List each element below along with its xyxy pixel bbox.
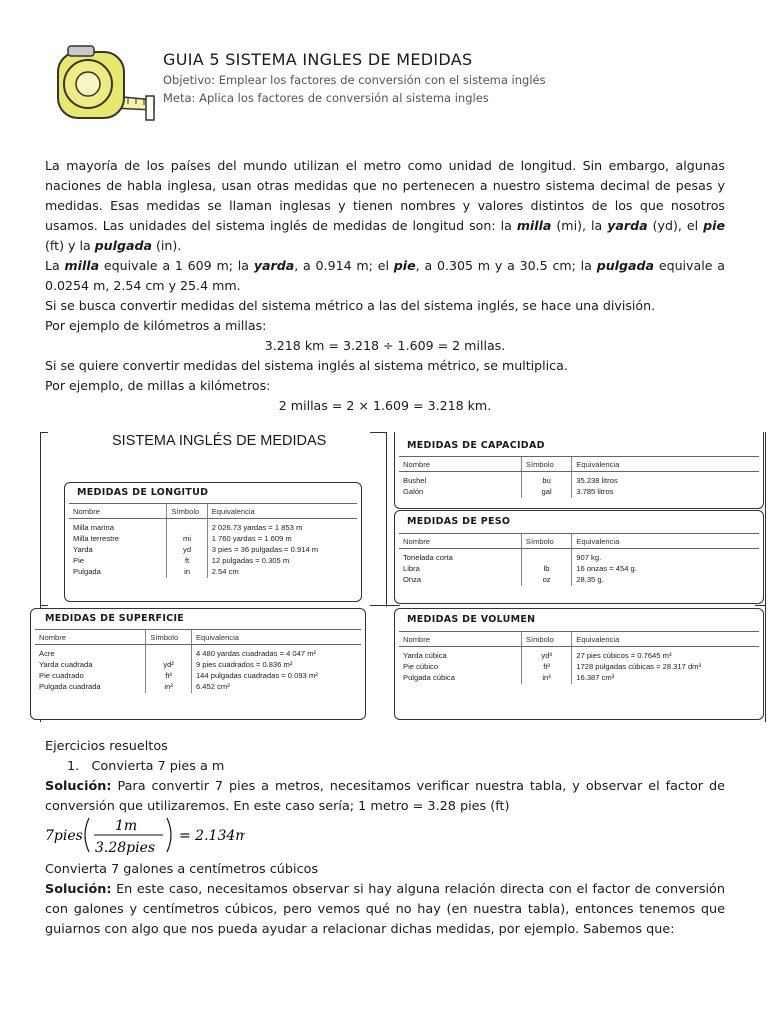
table-cell	[167, 519, 207, 535]
table-cell: yd	[167, 545, 207, 556]
column-header: Símbolo	[146, 630, 192, 645]
table-cell: Milla marina	[73, 523, 114, 532]
table-cell: Pulgada cuadrada	[39, 682, 101, 691]
table-cell: 3 pies = 36 pulgadas = 0.914 m	[207, 545, 357, 556]
multiply-note: Si se quiere convertir medidas del sistema inglés al sistema métrico, se multiplica.	[45, 358, 568, 373]
table-cell: Acre	[39, 649, 55, 658]
table-cell: Pulgada cúbica	[403, 673, 455, 682]
table-cell: 27 pies cúbicos = 0.7645 m³	[572, 647, 759, 663]
table-cell: 9 pies cuadrados = 0.836 m²	[191, 660, 361, 671]
table-cell: Bushel	[403, 476, 427, 485]
table-row	[35, 671, 361, 682]
table-cell	[521, 549, 571, 565]
table-peso: MEDIDAS DE PESO Nombre Símbolo Equivalencia Tonelada corta 907 kg. Libra lb 16 onzas = 454 g. Onza oz 28.35 g.	[394, 510, 764, 604]
table-row	[69, 519, 357, 535]
column-header: Nombre	[399, 534, 521, 549]
exercises-section	[45, 737, 725, 817]
column-header: Nombre	[69, 504, 167, 519]
table-cell: in	[167, 567, 207, 578]
table-cell: Galón	[403, 487, 424, 496]
table-cell: ft³	[521, 662, 571, 673]
table-row	[399, 575, 759, 586]
table-cell: 12 pulgadas = 0.305 m	[207, 556, 357, 567]
table-cell: bu	[521, 472, 571, 488]
table-cell: 6.452 cm²	[191, 682, 361, 693]
table-cell: 2.54 cm	[207, 567, 357, 578]
division-note: Si se busca convertir medidas del sistema métrico a las del sistema inglés, se hace una división.	[45, 298, 656, 313]
measures-table-figure	[40, 432, 768, 722]
column-header: Símbolo	[521, 632, 571, 647]
column-header: Nombre	[35, 630, 146, 645]
solution-2: Solución: En este caso, necesitamos observar si hay alguna relación directa con el factor de conversión con galones y centímetros cúbicos, pero vemos qué no hay (en nuestra tabla), entonces tenemos que guiarnos con algo que nos pueda ayudar a relacionar dichas medidas, por ejemplo. Sabemos que:	[45, 882, 725, 937]
table-cell: 1 760 yardas = 1 609 m	[207, 534, 357, 545]
table-main-title: SISTEMA INGLÉS DE MEDIDAS	[112, 433, 327, 449]
example-miles-km: Por ejemplo, de millas a kilómetros:	[45, 378, 271, 393]
column-header: Nombre	[399, 457, 521, 472]
svg-text:3.28pies: 3.28pies	[95, 840, 156, 856]
column-header: Símbolo	[167, 504, 207, 519]
table-row	[399, 487, 759, 498]
table-cell: 144 pulgadas cuadradas = 0.093 m²	[191, 671, 361, 682]
column-header: Equivalencia	[572, 457, 759, 472]
column-header: Equivalencia	[207, 504, 357, 519]
table-cell: yd³	[521, 647, 571, 663]
table-cell: Yarda cuadrada	[39, 660, 93, 669]
table-cell: lb	[521, 564, 571, 575]
table-row	[69, 545, 357, 556]
intro-paragraph: La mayoría de los países del mundo utilizan el metro como unidad de longitud. Sin embargo, algunas naciones de habla inglesa, usan otras medidas que no pertenecen a nuestro sistema decimal de pesas y medidas. Esas medidas se llaman inglesas y tienen nombres y valores distintos de los que nosotros usamos. Las unidades del sistema inglés de medidas de longitud son: la milla (mi), la yarda (yd), el pie (ft) y la pulgada (in).	[45, 158, 726, 253]
exercise-2-section	[45, 860, 725, 940]
table-cell: 35.238 litros	[572, 472, 759, 488]
table-row	[399, 549, 759, 565]
svg-text:7pies: 7pies	[45, 828, 83, 844]
table-cell: mi	[167, 534, 207, 545]
table-cell: yd²	[146, 660, 192, 671]
table-row	[399, 662, 759, 673]
table-cell: 4 480 yardas cuadradas = 4 047 m²	[191, 645, 361, 661]
svg-text:= 2.134m: = 2.134m	[179, 828, 245, 844]
table-row	[69, 556, 357, 567]
table-row	[399, 472, 759, 488]
equivalence-paragraph: La milla equivale a 1 609 m; la yarda, a 0.914 m; el pie, a 0.305 m y a 30.5 cm; la pulgada equivale a 0.0254 m, 2.54 cm y 25.4 mm.	[45, 258, 725, 293]
table-cell: Tonelada corta	[403, 553, 453, 562]
table-cell: Pulgada	[73, 567, 101, 576]
column-header: Equivalencia	[572, 632, 759, 647]
table-volumen: MEDIDAS DE VOLUMEN Nombre Símbolo Equivalencia Yarda cúbica yd³ 27 pies cúbicos = 0.7645 m³ Pie cúbico ft³ 1728 pulgadas cúbicas = 28.317 dm³ Pulgada cúbica in³ 16.387 cm³	[394, 608, 764, 720]
table-cell: in³	[521, 673, 571, 684]
table-cell: 16.387 cm³	[572, 673, 759, 684]
table-cell: ft	[167, 556, 207, 567]
table-cell: Yarda cúbica	[403, 651, 447, 660]
equation-miles-to-km: 2 millas = 2 × 1.609 = 3.218 km.	[278, 398, 492, 413]
table-row	[399, 673, 759, 684]
table-cell: Onza	[403, 575, 422, 584]
table-cell: Yarda	[73, 545, 93, 554]
table-row	[35, 645, 361, 661]
exercises-heading: Ejercicios resueltos	[45, 739, 168, 754]
column-header: Equivalencia	[572, 534, 759, 549]
table-cell: 2 026.73 yardas = 1 853 m	[207, 519, 357, 535]
table-row	[69, 534, 357, 545]
table-row	[69, 567, 357, 578]
table-cell: oz	[521, 575, 571, 586]
intro-section	[45, 156, 725, 416]
column-header: Símbolo	[521, 534, 571, 549]
table-cell	[146, 645, 192, 661]
table-cell: 1728 pulgadas cúbicas = 28.317 dm³	[572, 662, 759, 673]
table-cell: 3.785 litros	[572, 487, 759, 498]
exercise-1: 1. Convierta 7 pies a m	[67, 759, 225, 774]
table-cell: gal	[521, 487, 571, 498]
table-row	[399, 564, 759, 575]
table-row	[399, 647, 759, 663]
table-cell: 16 onzas = 454 g.	[572, 564, 759, 575]
table-superficie: MEDIDAS DE SUPERFICIE Nombre Símbolo Equivalencia Acre 4 480 yardas cuadradas = 4 047 m² Yarda cuadrada yd² 9 pies cuadrados = 0.836 m² Pie cuadrado ft² 144 pulgadas cuadradas = 0.093 m² Pulgada cuadrada in² 6.452 cm²	[30, 608, 366, 720]
exercise-2: Convierta 7 galones a centímetros cúbicos	[45, 862, 319, 877]
page-title: GUIA 5 SISTEMA INGLES DE MEDIDAS	[163, 50, 473, 69]
objective-text: Objetivo: Emplear los factores de conversión con el sistema inglés	[163, 73, 546, 87]
table-cell: Pie	[73, 556, 84, 565]
column-header: Símbolo	[521, 457, 571, 472]
equation-km-to-miles: 3.218 km = 3.218 ÷ 1.609 = 2 millas.	[264, 338, 506, 353]
table-cell: 28.35 g.	[572, 575, 759, 586]
tape-measure-icon	[50, 38, 160, 138]
table-cell: in²	[146, 682, 192, 693]
table-longitud: MEDIDAS DE LONGITUD Nombre Símbolo Equivalencia Milla marina 2 026.73 yardas = 1 853 m Milla terrestre mi 1 760 yardas = 1 609 m Yarda yd 3 pies = 36 pulgadas = 0.914 m Pie ft 12 pulgadas = 0.305 m Pulgada in 2.54 cm	[64, 482, 362, 602]
solution-1: Solución: Para convertir 7 pies a metros, necesitamos verificar nuestra tabla, y observar el factor de conversión que utilizaremos. En este caso sería; 1 metro = 3.28 pies (ft)	[45, 779, 725, 814]
table-cell: 907 kg.	[572, 549, 759, 565]
table-row	[35, 682, 361, 693]
svg-text:1m: 1m	[115, 818, 138, 834]
table-cell: ft²	[146, 671, 192, 682]
table-row	[35, 660, 361, 671]
column-header: Nombre	[399, 632, 521, 647]
table-cell: Milla terrestre	[73, 534, 119, 543]
goal-text: Meta: Aplica los factores de conversión al sistema ingles	[163, 91, 489, 105]
conversion-formula	[45, 812, 245, 862]
table-capacidad: MEDIDAS DE CAPACIDAD Nombre Símbolo Equivalencia Bushel bu 35.238 litros Galón gal 3.785 litros	[394, 432, 764, 509]
table-cell: Libra	[403, 564, 420, 573]
table-cell: Pie cuadrado	[39, 671, 84, 680]
column-header: Equivalencia	[191, 630, 361, 645]
table-cell: Pie cúbico	[403, 662, 439, 671]
example-km-miles: Por ejemplo de kilómetros a millas:	[45, 318, 267, 333]
